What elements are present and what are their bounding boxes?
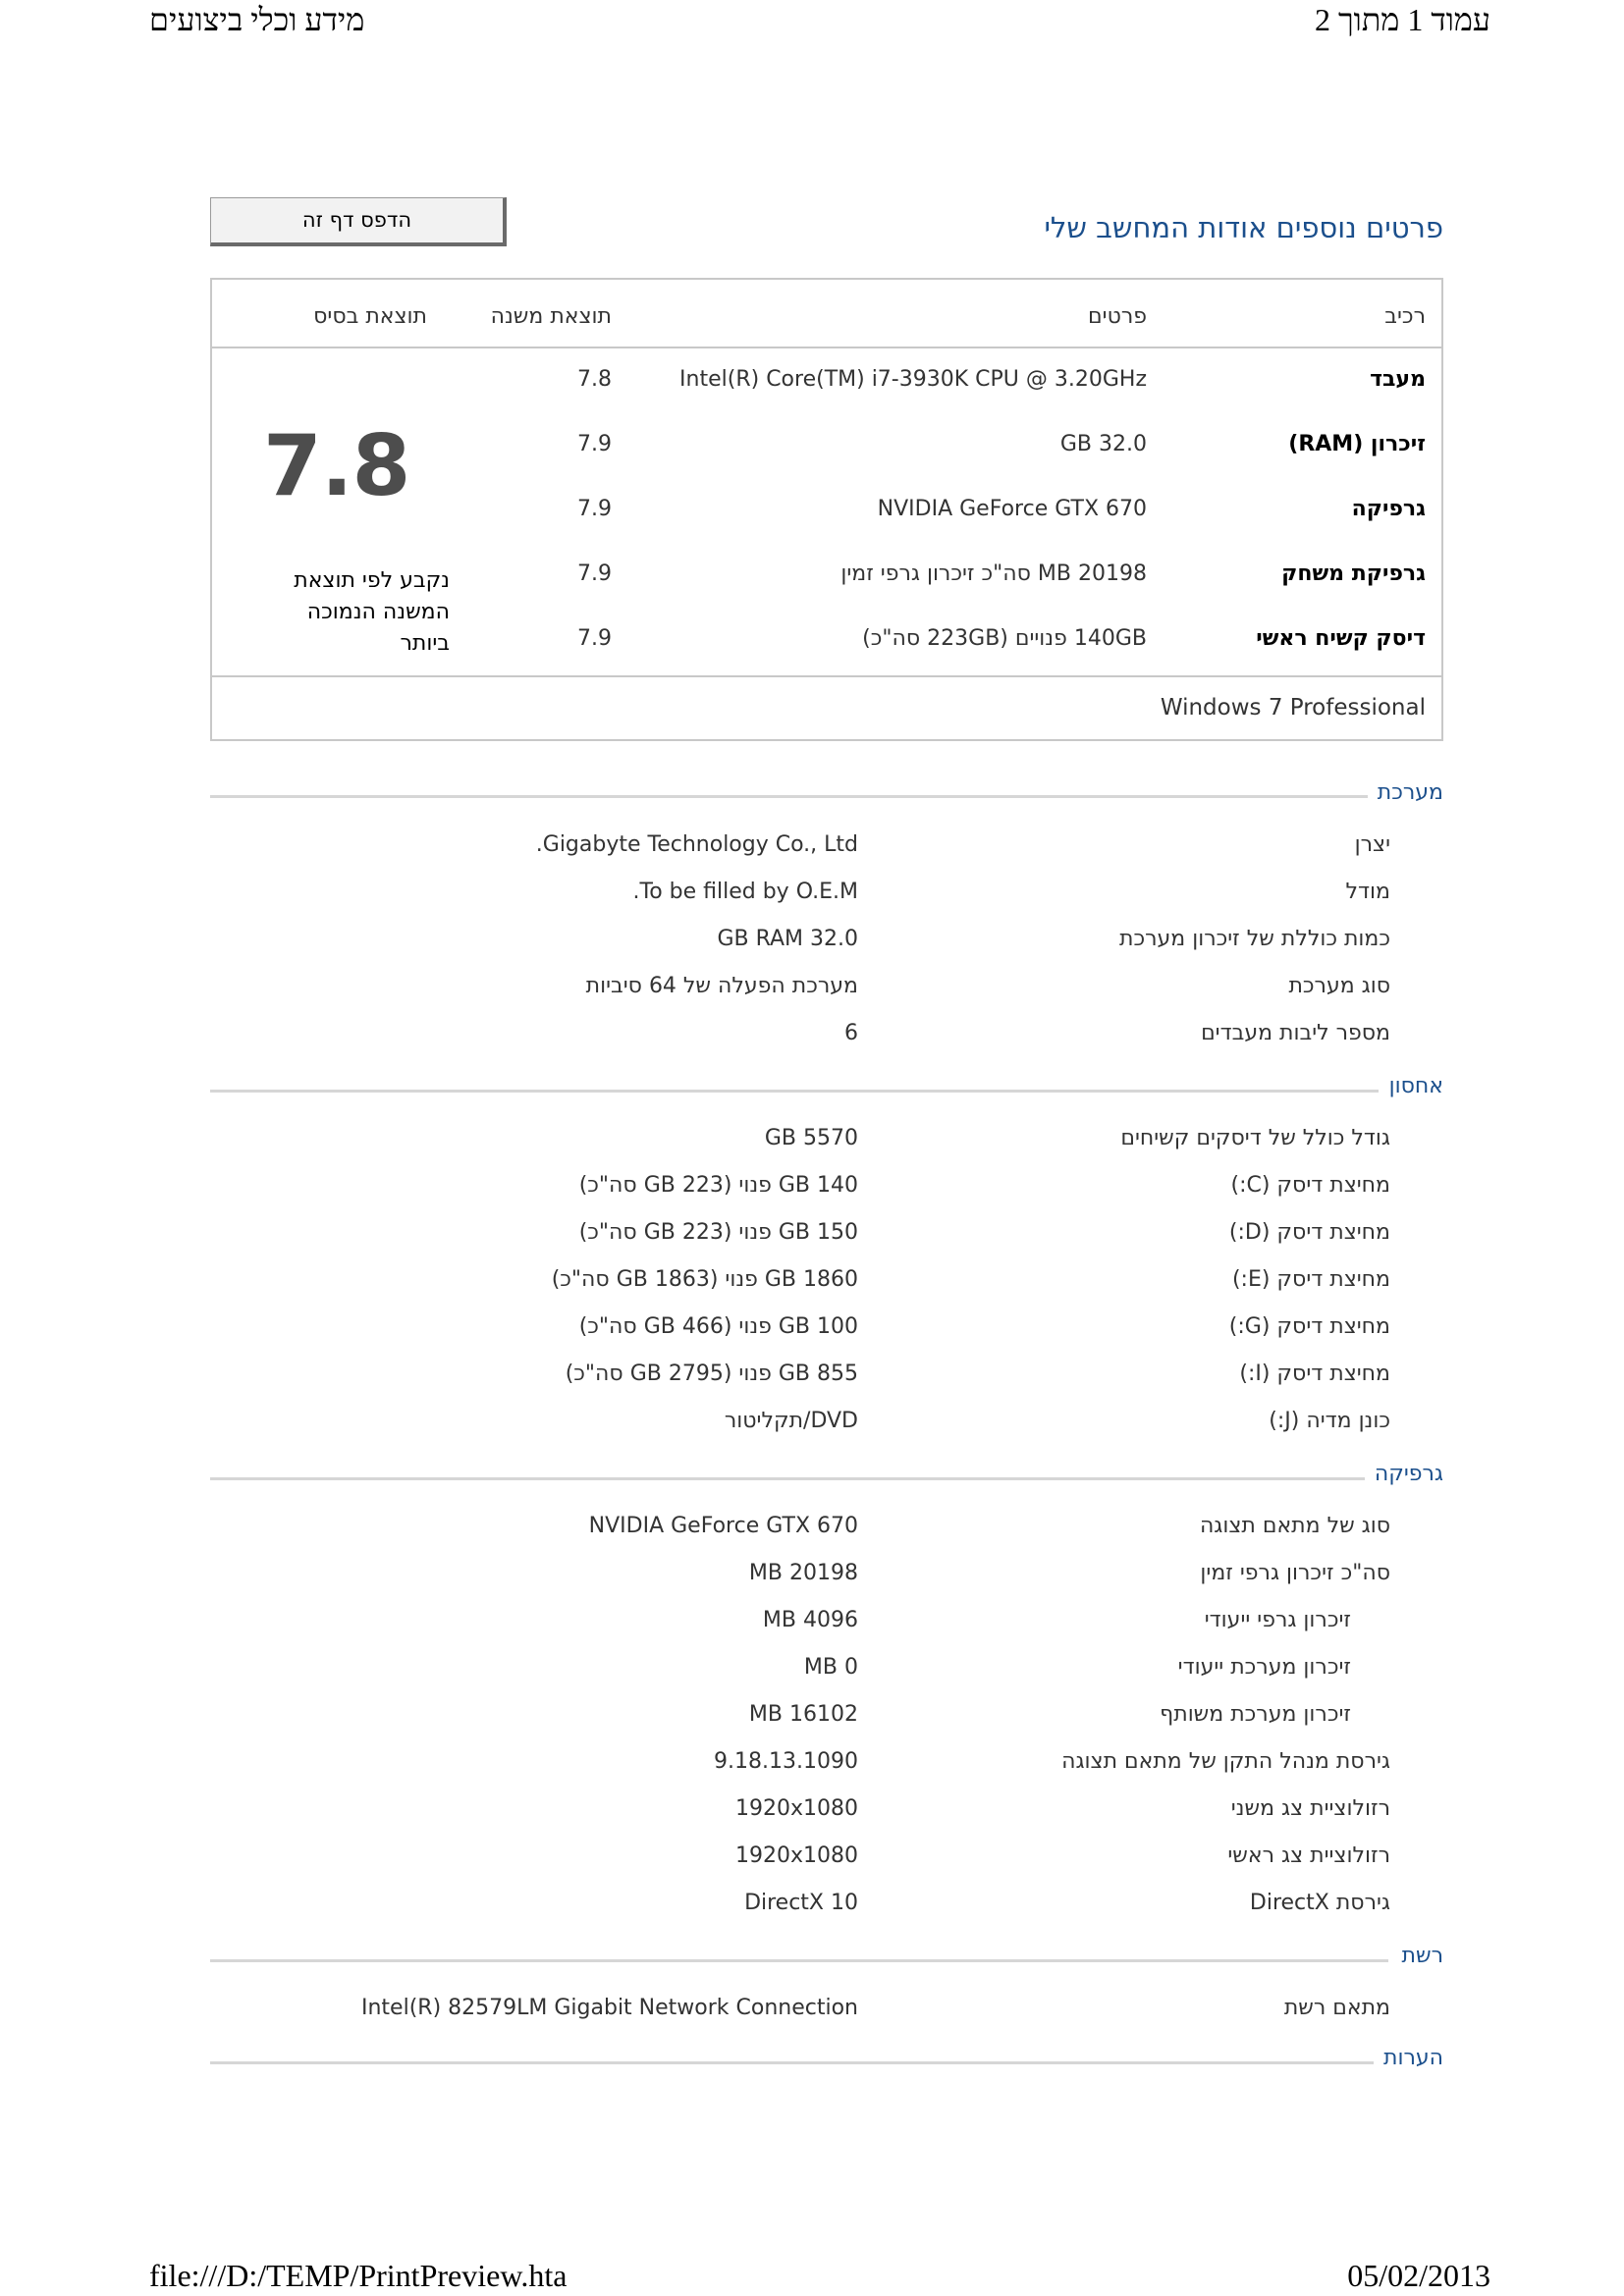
- detail-label: כמות כוללת של זיכרון מערכת: [1119, 927, 1390, 951]
- detail-value: 9.18.13.1090: [714, 1749, 858, 1774]
- detail-label: סוג מערכת: [1288, 974, 1390, 998]
- column-header-subscore: תוצאת משנה: [490, 304, 612, 329]
- detail-value: Gigabyte Technology Co., Ltd.: [535, 832, 858, 857]
- detail-label: מתאם רשת: [1283, 1996, 1390, 2020]
- detail-value: 150 GB פנוי (223 GB סה"כ): [578, 1220, 858, 1245]
- detail-value: 6: [844, 1021, 858, 1045]
- component-details: NVIDIA GeForce GTX 670: [877, 497, 1147, 521]
- detail-value: 16102 MB: [748, 1702, 858, 1727]
- component-subscore: 7.9: [577, 626, 612, 651]
- section-divider: [210, 1477, 1369, 1480]
- component-name: זיכרון (RAM): [1288, 432, 1426, 456]
- detail-value: 1860 GB פנוי (1863 GB סה"כ): [551, 1267, 858, 1292]
- detail-label: מחיצת דיסק (C:): [1230, 1173, 1390, 1198]
- detail-value: 100 GB פנוי (466 GB סה"כ): [578, 1314, 858, 1339]
- section-divider: [210, 1090, 1379, 1093]
- component-details: 20198 MB סה"כ זיכרון גרפי זמין: [840, 561, 1147, 586]
- component-subscore: 7.8: [577, 367, 612, 392]
- detail-label: גירסת מנהל התקן של מתאם תצוגה: [1061, 1749, 1390, 1774]
- base-score-note: נקבע לפי תוצאת המשנה הנמוכה ביותר: [294, 568, 450, 656]
- detail-value: 32.0 GB RAM: [717, 927, 858, 951]
- detail-label: גירסת DirectX: [1249, 1891, 1390, 1915]
- section-title-network: רשת: [1392, 1944, 1443, 1968]
- print-header-title: מידע וכלי ביצועים: [149, 2, 365, 37]
- detail-label: מחיצת דיסק (G:): [1228, 1314, 1390, 1339]
- column-header-details: פרטים: [1088, 304, 1147, 329]
- detail-label: סה"כ זיכרון גרפי זמין: [1200, 1561, 1390, 1585]
- section-divider: [210, 1959, 1388, 1962]
- os-divider: [212, 675, 1441, 677]
- detail-value: 5570 GB: [764, 1126, 858, 1150]
- detail-value: 0 MB: [803, 1655, 858, 1680]
- detail-value: 4096 MB: [762, 1608, 858, 1632]
- component-subscore: 7.9: [577, 432, 612, 456]
- print-footer-url: file:///D:/TEMP/PrintPreview.hta: [149, 2258, 568, 2293]
- detail-label: מחיצת דיסק (D:): [1228, 1220, 1390, 1245]
- detail-label: סוג של מתאם תצוגה: [1199, 1514, 1390, 1538]
- component-name: גרפיקה: [1351, 497, 1426, 521]
- print-header-page-count: עמוד 1 מתוך 2: [1314, 2, 1490, 37]
- section-title-system: מערכת: [1368, 780, 1443, 805]
- os-edition: Windows 7 Professional: [1160, 695, 1426, 721]
- section-divider: [210, 795, 1388, 798]
- detail-label: גודל כולל של דיסקים קשיחים: [1120, 1126, 1390, 1150]
- component-subscore: 7.9: [577, 497, 612, 521]
- detail-label: זיכרון גרפי ייעודי: [1204, 1608, 1351, 1632]
- detail-label: מספר ליבות מעבדים: [1201, 1021, 1390, 1045]
- detail-value: 20198 MB: [748, 1561, 858, 1585]
- detail-label: מחיצת דיסק (I:): [1239, 1362, 1390, 1386]
- component-subscore: 7.9: [577, 561, 612, 586]
- detail-label: רזולוציית צג משני: [1230, 1796, 1390, 1821]
- detail-label: מודל: [1345, 880, 1390, 904]
- component-name: דיסק קשיח ראשי: [1256, 626, 1426, 651]
- print-footer-date: 05/02/2013: [1347, 2258, 1490, 2293]
- section-title-storage: אחסון: [1380, 1074, 1443, 1098]
- detail-value: Intel(R) 82579LM Gigabit Network Connection: [361, 1996, 858, 2020]
- page-title: פרטים נוספים אודות המחשב שלי: [1044, 211, 1443, 244]
- section-title-graphics: גרפיקה: [1365, 1462, 1443, 1486]
- detail-value: 855 GB פנוי (2795 GB סה"כ): [565, 1362, 858, 1386]
- column-header-component: רכיב: [1384, 304, 1426, 329]
- section-title-notes: הערות: [1374, 2046, 1443, 2070]
- detail-value: 1920x1080: [735, 1843, 858, 1868]
- detail-label: מחיצת דיסק (E:): [1231, 1267, 1390, 1292]
- detail-value: 1920x1080: [735, 1796, 858, 1821]
- performance-summary-table: [210, 278, 1443, 741]
- detail-label: יצרן: [1354, 832, 1390, 857]
- detail-label: זיכרון מערכת ייעודי: [1177, 1655, 1351, 1680]
- component-details: Intel(R) Core(TM) i7-3930K CPU @ 3.20GHz: [679, 367, 1147, 392]
- detail-value: 140 GB פנוי (223 GB סה"כ): [578, 1173, 858, 1198]
- print-page-button[interactable]: הדפס דף זה: [210, 197, 507, 246]
- component-name: גרפיקת משחק: [1281, 561, 1426, 586]
- header-divider: [212, 347, 1441, 348]
- column-header-basescore: תוצאת בסיס: [313, 304, 427, 329]
- detail-value: DVD/תקליטור: [724, 1409, 858, 1433]
- detail-value: DirectX 10: [744, 1891, 858, 1915]
- detail-label: זיכרון מערכת משותף: [1160, 1702, 1351, 1727]
- detail-value: To be filled by O.E.M.: [632, 880, 858, 904]
- base-score: 7.8: [263, 417, 410, 515]
- detail-value: NVIDIA GeForce GTX 670: [588, 1514, 858, 1538]
- detail-value: מערכת הפעלה של 64 סיביות: [585, 974, 858, 998]
- detail-label: כונן מדיה (J:): [1269, 1409, 1390, 1433]
- detail-label: רזולוציית צג ראשי: [1227, 1843, 1390, 1868]
- section-divider: [210, 2061, 1379, 2064]
- component-name: מעבד: [1370, 367, 1426, 392]
- component-details: 140GB פנויים (223GB סה"כ): [862, 626, 1147, 651]
- component-details: 32.0 GB: [1059, 432, 1147, 456]
